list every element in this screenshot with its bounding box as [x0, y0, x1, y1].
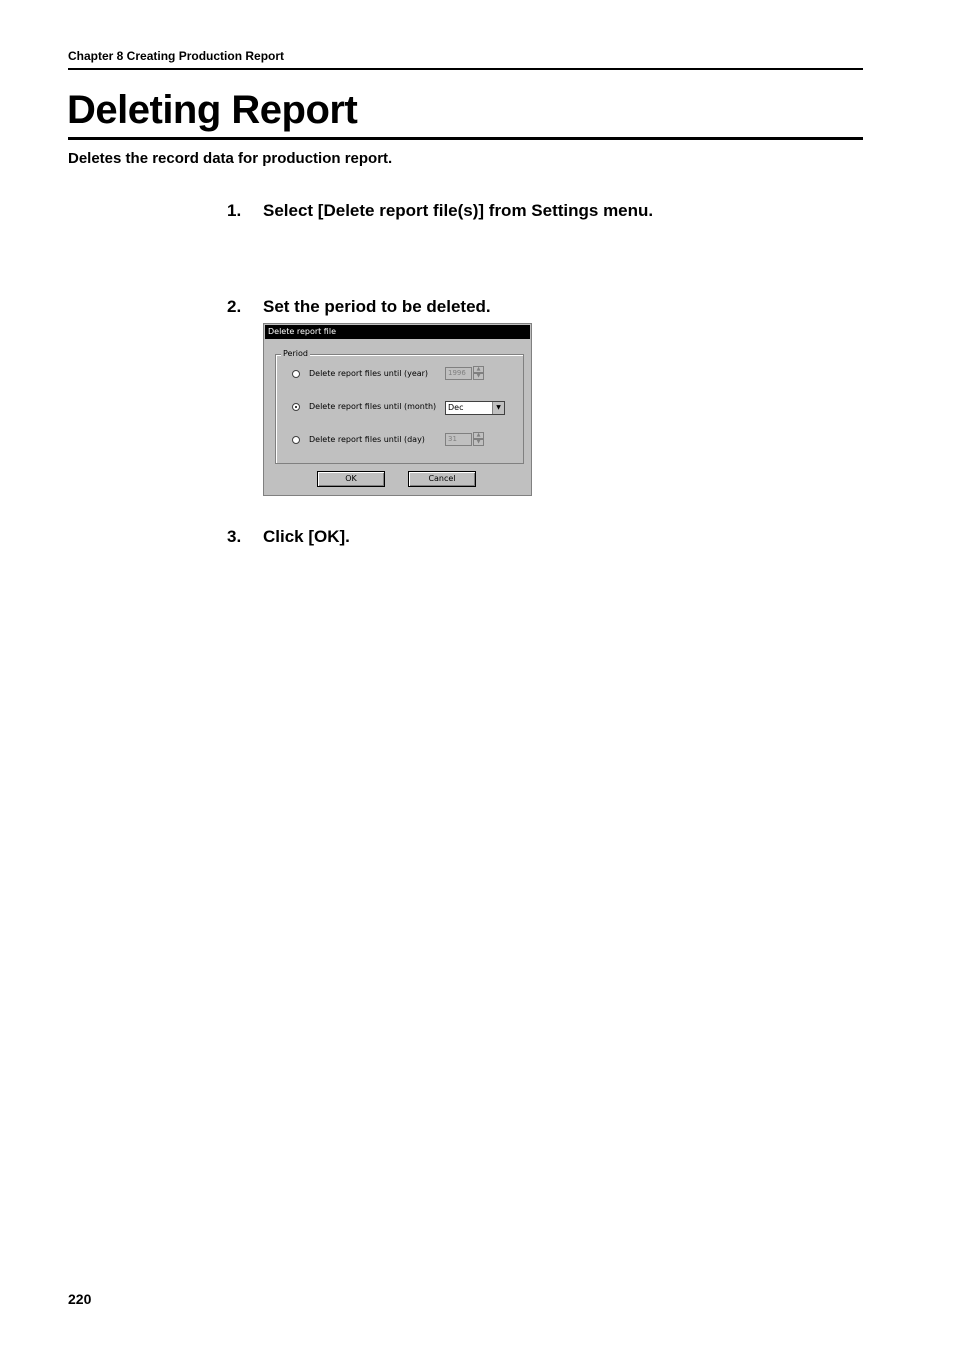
step-number: 2.: [227, 297, 242, 316]
step-text: Set the period to be deleted.: [263, 297, 491, 316]
step-2: [227, 297, 491, 317]
spin-down-icon[interactable]: ▼: [473, 373, 484, 380]
page-number: 220: [68, 1291, 92, 1307]
year-spinner[interactable]: [473, 366, 484, 381]
cancel-button[interactable]: Cancel: [408, 471, 476, 487]
step-number: 1.: [227, 201, 242, 220]
chapter-header: Chapter 8 Creating Production Report: [68, 49, 285, 63]
dialog-title: Delete report file: [265, 325, 530, 339]
chevron-down-icon[interactable]: ▼: [492, 402, 504, 414]
spin-up-icon[interactable]: ▲: [473, 366, 484, 373]
page-subtitle: Deletes the record data for production report.: [68, 150, 393, 167]
radio-month[interactable]: [292, 403, 300, 411]
step-text: Select [Delete report file(s)] from Settings menu.: [263, 201, 654, 220]
header-rule: [68, 68, 863, 70]
radio-year[interactable]: [292, 370, 300, 378]
step-3: [227, 527, 350, 547]
day-spinner[interactable]: [473, 432, 484, 447]
step-1: [227, 201, 653, 221]
option-year-label: Delete report files until (year): [309, 369, 429, 378]
month-select-value: Dec: [448, 403, 464, 412]
year-field[interactable]: 1996: [445, 367, 472, 380]
title-rule: [68, 137, 863, 140]
delete-report-dialog: [263, 323, 532, 496]
day-field[interactable]: 31: [445, 433, 472, 446]
option-day-label: Delete report files until (day): [309, 435, 425, 444]
step-number: 3.: [227, 527, 242, 546]
month-select[interactable]: [445, 401, 505, 415]
spin-down-icon[interactable]: ▼: [473, 439, 484, 446]
period-group-label: Period: [283, 349, 308, 358]
page-title: Deleting Report: [67, 88, 358, 132]
spin-up-icon[interactable]: ▲: [473, 432, 484, 439]
ok-button[interactable]: OK: [317, 471, 385, 487]
option-month-label: Delete report files until (month): [309, 402, 437, 411]
step-text: Click [OK].: [263, 527, 350, 546]
radio-day[interactable]: [292, 436, 300, 444]
